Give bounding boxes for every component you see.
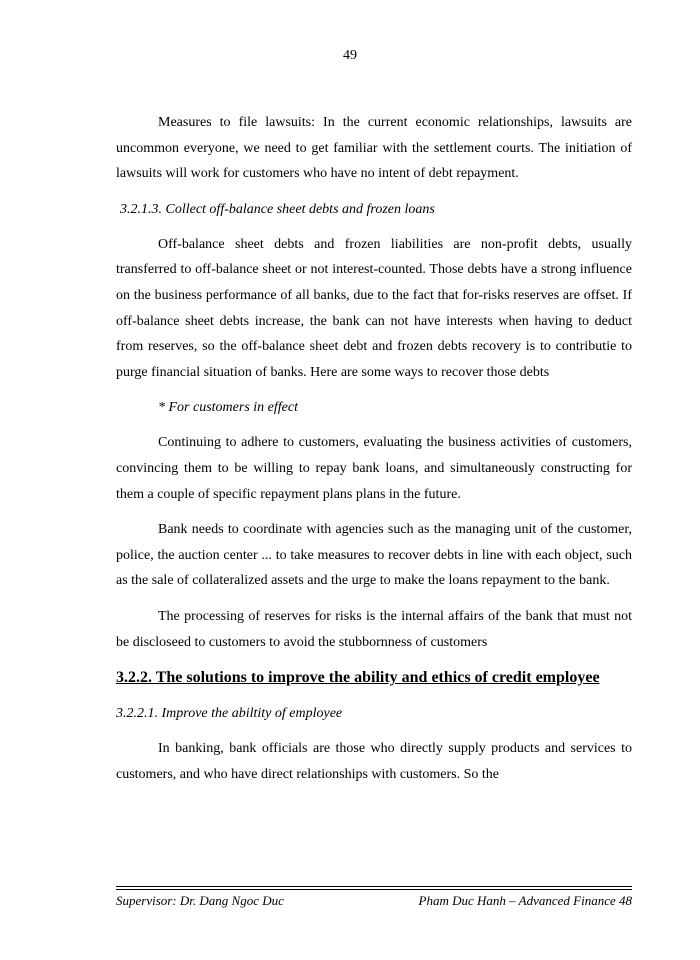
footer-rule-top xyxy=(116,886,632,887)
heading-3-2-2: 3.2.2. The solutions to improve the ability and ethics of credit employee xyxy=(116,669,600,687)
paragraph-off-balance: Off-balance sheet debts and frozen liabilities are non-profit debts, usually transferred to off-balance sheet or not interest-counted. Those debts have a strong influence on the business performance of all banks, due to the fact that for-risks reserves are offset. If off-balance sheet debts increase, the bank can not have interests when having to deduct from reserves, so the off-balance sheet debt and frozen debts recovery is to contributie to purge financial situation of banks. Here are some ways to recover those debts xyxy=(116,236,632,380)
footer-author: Pham Duc Hanh – Advanced Finance 48 xyxy=(418,893,632,908)
paragraph-banking-officials: In banking, bank officials are those who directly supply products and services to customers, and who have direct relationships with customers. So the xyxy=(116,741,632,782)
footer-supervisor: Supervisor: Dr. Dang Ngoc Duc xyxy=(116,893,284,908)
paragraph-coordinate-agencies: Bank needs to coordinate with agencies such as the managing unit of the customer, police, the auction center ... to take measures to recover debts in line with each object, such as the sale of collateralized assets and the urge to make the loans repayment to the bank. xyxy=(116,522,632,589)
subheading-customers-in-effect: * For customers in effect xyxy=(158,400,298,416)
heading-3-2-1-3: 3.2.1.3. Collect off-balance sheet debts and frozen loans xyxy=(120,201,435,217)
page-number: 49 xyxy=(343,48,357,63)
paragraph-lawsuits: Measures to file lawsuits: In the current economic relationships, lawsuits are uncommon everyone, we need to get familiar with the settlement courts. The initiation of lawsuits will work for customers who have no intent of debt repayment. xyxy=(116,115,632,182)
paragraph-adhere-customers: Continuing to adhere to customers, evaluating the business activities of customers, convincing them to be willing to repay bank loans, and simultaneously constructing for them a couple of specific repayment plans plans in the future. xyxy=(116,435,632,502)
paragraph-reserves: The processing of reserves for risks is the internal affairs of the bank that must not be discloseed to customers to avoid the stubbornness of customers xyxy=(116,608,632,650)
footer-rule-bottom xyxy=(116,889,632,890)
footer xyxy=(116,893,632,909)
heading-3-2-2-1: 3.2.2.1. Improve the abiltity of employee xyxy=(116,706,343,722)
document-body xyxy=(116,110,632,797)
